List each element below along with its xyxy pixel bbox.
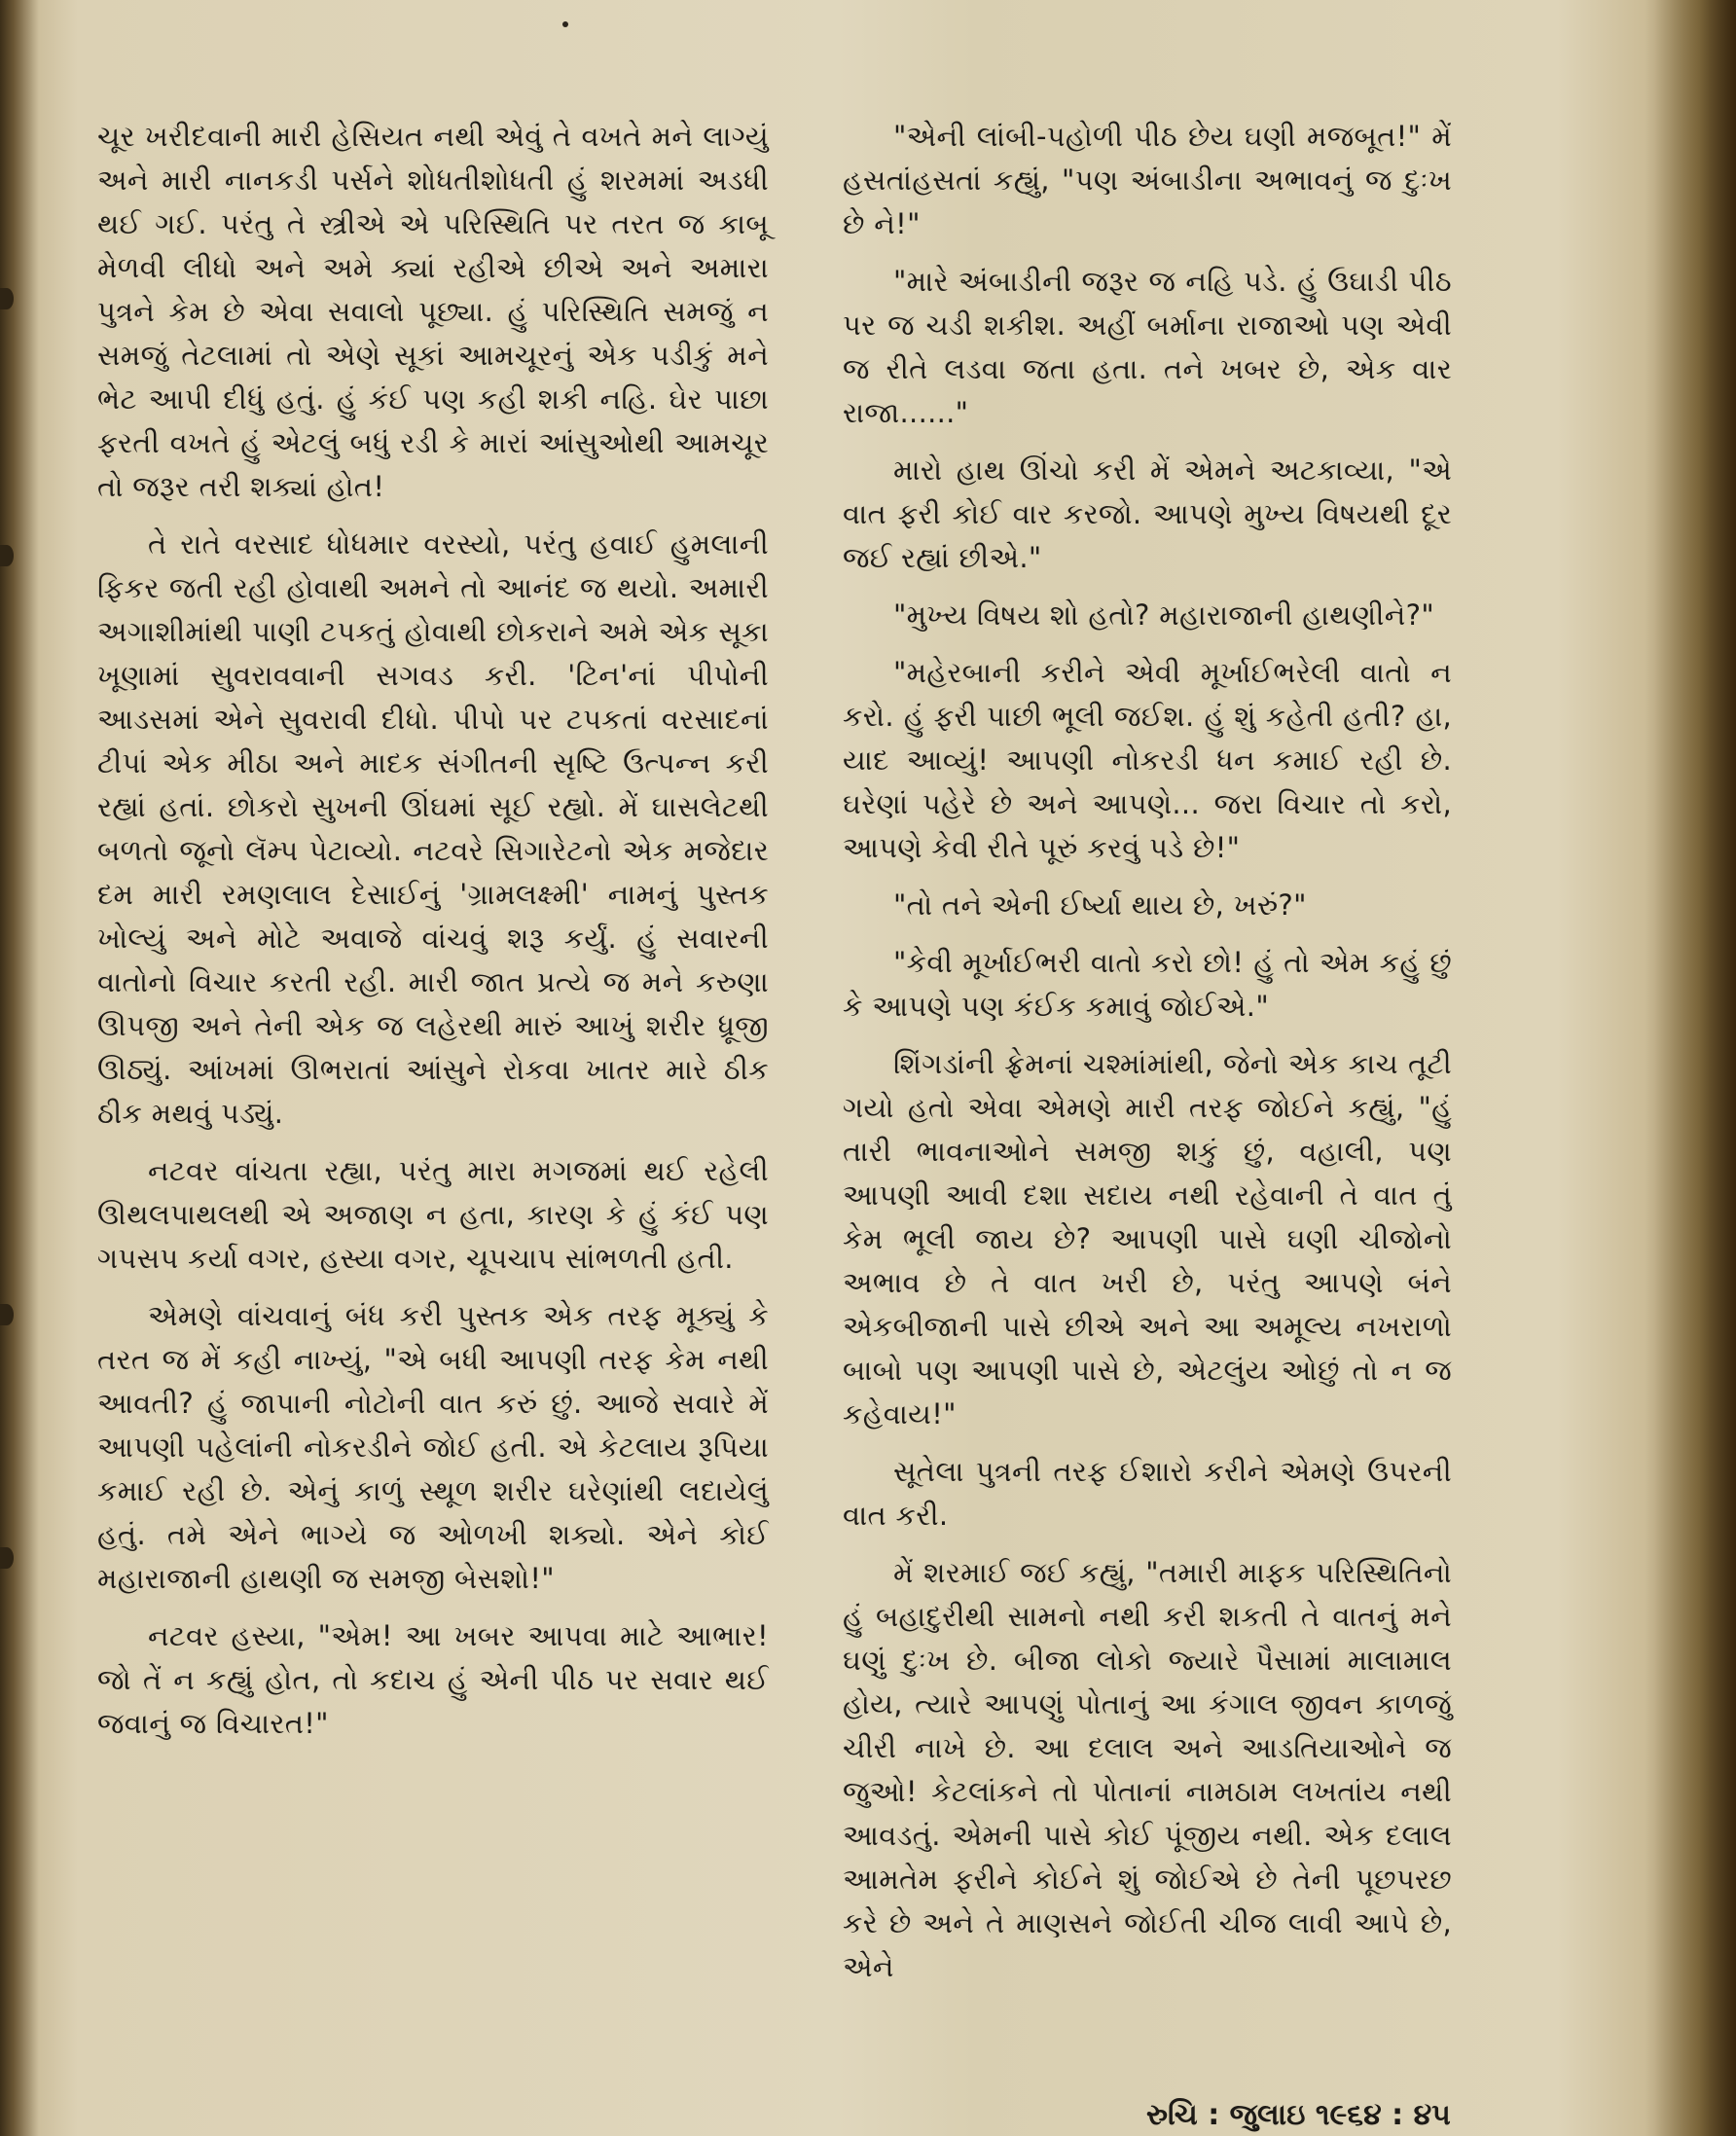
paragraph: મારો હાથ ઊંચો કરી મેં એમને અટકાવ્યા, "એ વાત ફરી કોઈ વાર કરજો. આપણે મુખ્ય વિષયથી દૂર જઈ રહ્યાં છીએ." — [843, 453, 1452, 574]
paragraph: "કેવી મૂર્ખાઈભરી વાતો કરો છો! હું તો એમ કહું છું કે આપણે પણ કંઈક કમાવું જોઈએ." — [843, 946, 1452, 1023]
paragraph: એમણે વાંચવાનું બંધ કરી પુસ્તક એક તરફ મૂક્યું કે તરત જ મેં કહી નાખ્યું, "એ બધી આપણી તરફ કેમ નથી આવતી? હું જાપાની નોટોની વાત કરું છું. આજે સવારે મેં આપણી પહેલાંની નોકરડીને જોઈ હતી. એ કેટલાય રૂપિયા કમાઈ રહી છે. એનું કાળું સ્થૂળ શરીર ઘરેણાંથી લદાયેલું હતું. તમે એને ભાગ્યે જ ઓળખી શક્યો. એને કોઈ મહારાજાની હાથણી જ સમજી બેસશો!" — [97, 1299, 769, 1595]
paragraph: "એની લાંબી-પહોળી પીઠ છેય ઘણી મજબૂત!" મેં હસતાંહસતાં કહ્યું, "પણ અંબાડીના અભાવનું જ દુઃખ છે ને!" — [843, 120, 1452, 240]
paragraph: મેં શરમાઈ જઈ કહ્યું, "તમારી માફક પરિસ્થિતિનો હું બહાદુરીથી સામનો નથી કરી શકતી તે વાતનું મને ઘણું દુઃખ છે. બીજા લોકો જ્યારે પૈસામાં માલામાલ હોય, ત્યારે આપણું પોતાનું આ કંગાલ જીવન કાળજું ચીરી નાખે છે. આ દલાલ અને આડતિયાઓને જ જુઓ! કેટલાંકને તો પોતાનાં નામઠામ લખતાંય નથી આવડતું. એમની પાસે કોઈ પૂંજીય નથી. એક દલાલ આમતેમ ફરીને કોઈને શું જોઈએ છે તેની પૂછપરછ કરે છે અને તે માણસને જોઈતી ચીજ લાવી આપે છે, એને — [843, 1556, 1452, 1983]
issue-date: જુલાઇ ૧૯૬૪ — [1229, 2098, 1382, 2132]
paragraph: શિંગડાંની ફ્રેમનાં ચશ્માંમાંથી, જેનો એક કાચ તૂટી ગયો હતો એવા એમણે મારી તરફ જોઈને કહ્યું, "હું તારી ભાવનાઓને સમજી શકું છું, વહાલી, પણ આપણી આવી દશા સદાય નથી રહેવાની તે વાત તું કેમ ભૂલી જાય છે? આપણી પાસે ઘણી ચીજોનો અભાવ છે તે વાત ખરી છે, પરંતુ આપણે બંને એકબીજાની પાસે છીએ અને આ અમૂલ્ય નખરાળો બાબો પણ આપણી પાસે છે, એટલુંય ઓછું તો ન જ કહેવાય!" — [843, 1047, 1452, 1430]
page-footer — [1146, 2098, 1451, 2132]
paragraph: સૂતેલા પુત્રની તરફ ઈશારો કરીને એમણે ઉપરની વાત કરી. — [843, 1455, 1452, 1532]
paragraph: નટવર હસ્યા, "એમ! આ ખબર આપવા માટે આભાર! જો તેં ન કહ્યું હોત, તો કદાચ હું એની પીઠ પર સવાર થઈ જવાનું જ વિચારત!" — [97, 1619, 769, 1740]
paragraph: તે રાતે વરસાદ ધોધમાર વરસ્યો, પરંતુ હવાઈ હુમલાની ફિકર જતી રહી હોવાથી અમને તો આનંદ જ થયો. અમારી અગાશીમાંથી પાણી ટપકતું હોવાથી છોકરાને અમે એક સૂકા ખૂણામાં સુવરાવવાની સગવડ કરી. 'ટિન'નાં પીપોની આડસમાં એને સુવરાવી દીધો. પીપો પર ટપકતાં વરસાદનાં ટીપાં એક મીઠા અને માદક સંગીતની સૃષ્ટિ ઉત્પન્ન કરી રહ્યાં હતાં. છોકરો સુખની ઊંઘમાં સૂઈ રહ્યો. મેં ઘાસલેટથી બળતો જૂનો લૅમ્પ પેટાવ્યો. નટવરે સિગારેટનો એક મજેદાર દમ મારી રમણલાલ દેસાઈનું 'ગ્રામલક્ષ્મી' નામનું પુસ્તક ખોલ્યું અને મોટે અવાજે વાંચવું શરૂ કર્યું. હું સવારની વાતોનો વિચાર કરતી રહી. મારી જાત પ્રત્યે જ મને કરુણા ઊપજી અને તેની એક જ લહેરથી મારું આખું શરીર ધ્રૂજી ઊઠ્યું. આંખમાં ઊભરાતાં આંસુને રોકવા ખાતર મારે ઠીક ઠીક મથવું પડ્યું. — [97, 527, 769, 1130]
paragraph: "મારે અંબાડીની જરૂર જ નહિ પડે. હું ઉઘાડી પીઠ પર જ ચડી શકીશ. અહીં બર્માના રાજાઓ પણ એવી જ રીતે લડવા જતા હતા. તને ખબર છે, એક વાર રાજા......" — [843, 265, 1452, 429]
paragraph: "તો તને એની ઈર્ષ્યા થાય છે, ખરું?" — [893, 888, 1307, 922]
page-edge-notch — [0, 288, 14, 309]
print-mark — [562, 21, 568, 27]
magazine-name: રુચિ — [1146, 2098, 1198, 2132]
page-edge-notch — [0, 1547, 14, 1569]
page-edge-notch — [0, 1304, 14, 1325]
left-column — [97, 115, 769, 1759]
page-edge-shadow — [1645, 0, 1736, 2136]
footer-separator: : — [1197, 2098, 1230, 2132]
paragraph: નટવર વાંચતા રહ્યા, પરંતુ મારા મગજમાં થઈ રહેલી ઊથલપાથલથી એ અજાણ ન હતા, કારણ કે હું કંઈ પણ ગપસપ કર્યા વગર, હસ્યા વગર, ચૂપચાપ સાંભળતી હતી. — [97, 1154, 769, 1275]
paragraph: "મુખ્ય વિષય શો હતો? મહારાજાની હાથણીને?" — [893, 598, 1434, 632]
paragraph: "મહેરબાની કરીને એવી મૂર્ખાઈભરેલી વાતો ન કરો. હું ફરી પાછી ભૂલી જઈશ. હું શું કહેતી હતી? હા, યાદ આવ્યું! આપણી નોકરડી ધન કમાઈ રહી છે. ઘરેણાં પહેરે છે અને આપણે... જરા વિચાર તો કરો, આપણે કેવી રીતે પૂરું કરવું પડે છે!" — [843, 656, 1452, 864]
page-edge-notch — [0, 545, 14, 566]
paragraph: ચૂર ખરીદવાની મારી હેસિયત નથી એવું તે વખતે મને લાગ્યું અને મારી નાનકડી પર્સને શોધતીશોધતી હું શરમમાં અડધી થઈ ગઈ. પરંતુ તે સ્ત્રીએ એ પરિસ્થિતિ પર તરત જ કાબૂ મેળવી લીધો અને અમે ક્યાં રહીએ છીએ અને અમારા પુત્રને કેમ છે એવા સવાલો પૂછ્યા. હું પરિસ્થિતિ સમજું ન સમજું તેટલામાં તો એણે સૂકાં આમચૂરનું એક પડીકું મને ભેટ આપી દીધું હતું. હું કંઈ પણ કહી શકી નહિ. ઘેર પાછા ફરતી વખતે હું એટલું બધું રડી કે મારાં આંસુઓથી આમચૂર તો જરૂર તરી શક્યાં હોત! — [97, 120, 769, 503]
right-column — [843, 115, 1452, 2003]
footer-separator: : — [1381, 2098, 1414, 2132]
page-number: ૪૫ — [1413, 2098, 1451, 2132]
